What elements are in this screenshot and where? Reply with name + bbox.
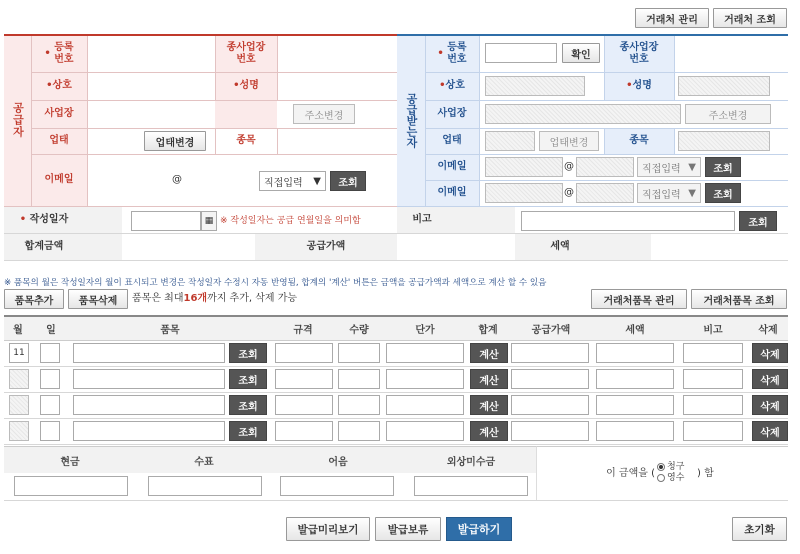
item-spec-input[interactable] (275, 369, 333, 389)
receiver-email2-domain-value: 직접입력 (642, 189, 681, 201)
col-item: 품목 (160, 325, 180, 336)
supplier-email-domain-value: 직접입력 (264, 177, 303, 189)
receiver-email1-domain-value: 직접입력 (642, 163, 681, 175)
item-qty-input[interactable] (338, 369, 380, 389)
item-day-input[interactable] (40, 421, 60, 441)
item-name-input[interactable] (73, 369, 225, 389)
supplier-address-change-button[interactable]: 주소변경 (293, 104, 355, 124)
receiver-biz-type-change-button[interactable]: 업태변경 (539, 131, 599, 151)
col-spec: 규격 (293, 325, 313, 336)
issue-preview-button[interactable]: 발급미리보기 (286, 517, 370, 541)
item-delete-button[interactable]: 삭제 (752, 343, 788, 363)
payment-check-input[interactable] (148, 476, 262, 496)
item-tax-input[interactable] (596, 421, 674, 441)
col-day: 일 (46, 325, 56, 336)
radio-checked-icon (657, 463, 665, 471)
receiver-email1-label: 이메일 (437, 161, 467, 172)
items-notice: ※ 품목의 월은 작성일자의 월이 표시되고 변경은 작성일자 수정시 자동 반영됨, 합계의 '계산' 버튼은 금액을 공급가액과 세액으로 계산 할 수 있음 (4, 278, 547, 288)
receiver-email1-at: @ (564, 161, 574, 172)
item-spec-input[interactable] (275, 343, 333, 363)
chevron-down-icon: ▼ (688, 187, 696, 199)
receiver-confirm-button[interactable]: 확인 (562, 43, 600, 63)
item-month-input[interactable]: 11 (9, 343, 29, 363)
partner-item-search-button[interactable]: 거래처품목 조회 (691, 289, 787, 309)
radio-unchecked-icon (657, 474, 665, 482)
supplier-address-label: 사업장 (44, 108, 74, 119)
item-search-button[interactable]: 조회 (229, 421, 267, 441)
item-unit-price-input[interactable] (386, 343, 464, 363)
issue-button[interactable]: 발급하기 (446, 517, 512, 541)
receiver-email1-id-input[interactable] (485, 157, 563, 177)
item-supply-input[interactable] (511, 395, 589, 415)
col-sum: 합계 (478, 325, 498, 336)
items-limit-text: 품목은 최대 16개 까지 추가, 삭제 가능 (132, 293, 298, 304)
receiver-name-label: • 성명 (604, 72, 674, 100)
amount-type-radio-group (657, 462, 684, 484)
claim-radio[interactable]: 청구 (657, 462, 684, 473)
date-input[interactable] (131, 211, 201, 231)
col-memo: 비고 (703, 325, 723, 336)
item-unit-price-input[interactable] (386, 395, 464, 415)
item-tax-input[interactable] (596, 343, 674, 363)
receiver-address-change-button[interactable]: 주소변경 (685, 104, 771, 124)
receiver-email2-domain-input[interactable] (576, 183, 634, 203)
item-tax-input[interactable] (596, 369, 674, 389)
col-delete: 삭제 (758, 325, 778, 336)
partner-item-manage-button[interactable]: 거래처품목 관리 (591, 289, 687, 309)
payment-cash-input[interactable] (14, 476, 128, 496)
item-day-input[interactable] (40, 395, 60, 415)
payment-credit-label: 외상미수금 (446, 456, 496, 468)
item-tax-input[interactable] (596, 395, 674, 415)
calendar-icon[interactable]: ▦ (201, 211, 217, 231)
supplier-biz-item-label: 종목 (236, 135, 256, 146)
item-supply-input[interactable] (511, 369, 589, 389)
supplier-email-search-button[interactable]: 조회 (330, 171, 366, 191)
receiver-address-input[interactable] (485, 104, 681, 124)
payment-check-label: 수표 (194, 456, 214, 468)
item-memo-input[interactable] (683, 421, 743, 441)
receiver-biz-type-input[interactable] (485, 131, 535, 151)
supplier-reg-no-label: • 등록 번호 (31, 36, 87, 72)
amount-text-post: ) 함 (697, 468, 714, 479)
partner-manage-button[interactable]: 거래처 관리 (635, 8, 709, 28)
supply-amount-label: 공급가액 (306, 241, 346, 252)
receiver-email1-domain-select[interactable] (637, 157, 701, 177)
supplier-email-label: 이메일 (44, 174, 74, 185)
item-calc-button[interactable]: 계산 (470, 395, 508, 415)
item-month-input[interactable] (9, 369, 29, 389)
col-qty: 수량 (349, 325, 369, 336)
item-supply-input[interactable] (511, 421, 589, 441)
date-label: • 작성일자 (19, 214, 69, 225)
tax-amount-label: 세액 (550, 241, 570, 252)
item-supply-input[interactable] (511, 343, 589, 363)
delete-item-button[interactable]: 품목삭제 (68, 289, 128, 309)
item-spec-input[interactable] (275, 421, 333, 441)
supplier-biz-type-label: 업태 (49, 135, 69, 146)
receiver-reg-no-input[interactable] (485, 43, 557, 63)
receiver-biz-item-label: 종목 (629, 135, 649, 146)
receiver-email2-id-input[interactable] (485, 183, 563, 203)
col-unit-price: 단가 (415, 325, 435, 336)
receiver-reg-no-label: • 등록 번호 (425, 36, 479, 72)
supplier-email-at: @ (172, 174, 182, 185)
item-day-input[interactable] (40, 369, 60, 389)
receiver-company-input[interactable] (485, 76, 585, 96)
col-supply: 공급가액 (531, 325, 571, 336)
payment-cash-label: 현금 (60, 456, 80, 468)
item-delete-button[interactable]: 삭제 (752, 395, 788, 415)
partner-search-button[interactable]: 거래처 조회 (713, 8, 787, 28)
receiver-biz-item-input[interactable] (678, 131, 770, 151)
item-month-input[interactable] (9, 421, 29, 441)
payment-credit-input[interactable] (414, 476, 528, 496)
payment-note-input[interactable] (280, 476, 394, 496)
receiver-sub-biz-label: 종사업장 번호 (619, 42, 659, 65)
col-tax: 세액 (625, 325, 645, 336)
supplier-name-label: • 성명 (215, 72, 277, 100)
receiver-email2-search-button[interactable]: 조회 (705, 183, 741, 203)
supplier-sub-biz-label: 종사업장 번호 (226, 42, 266, 65)
item-qty-input[interactable] (338, 343, 380, 363)
total-amount-label: 합계금액 (24, 241, 64, 252)
item-day-input[interactable] (40, 343, 60, 363)
receiver-biz-type-label: 업태 (442, 135, 462, 146)
memo-search-button[interactable]: 조회 (739, 211, 777, 231)
item-name-input[interactable] (73, 421, 225, 441)
item-search-button[interactable]: 조회 (229, 369, 267, 389)
item-memo-input[interactable] (683, 395, 743, 415)
item-qty-input[interactable] (338, 395, 380, 415)
item-spec-input[interactable] (275, 395, 333, 415)
item-qty-input[interactable] (338, 421, 380, 441)
receiver-email1-domain-input[interactable] (576, 157, 634, 177)
supplier-email-domain-select[interactable] (259, 171, 326, 191)
date-note: ※ 작성일자는 공급 연월일을 의미함 (220, 216, 361, 226)
item-memo-input[interactable] (683, 369, 743, 389)
supplier-title: 공급자 (11, 102, 25, 138)
item-name-input[interactable] (73, 395, 225, 415)
col-month: 월 (13, 325, 23, 336)
receiver-address-label: 사업장 (437, 108, 467, 119)
item-unit-price-input[interactable] (386, 421, 464, 441)
item-search-button[interactable]: 조회 (229, 395, 267, 415)
receiver-email1-search-button[interactable]: 조회 (705, 157, 741, 177)
receipt-radio[interactable]: 영수 (657, 473, 684, 484)
receiver-email2-at: @ (564, 187, 574, 198)
item-search-button[interactable]: 조회 (229, 343, 267, 363)
chevron-down-icon: ▼ (313, 175, 321, 187)
receiver-email2-domain-select[interactable] (637, 183, 701, 203)
item-calc-button[interactable]: 계산 (470, 421, 508, 441)
supplier-biz-type-change-button[interactable]: 업태변경 (144, 131, 206, 151)
supplier-company-label: • 상호 (31, 72, 87, 100)
amount-text-pre: 이 금액을 ( (606, 468, 655, 479)
receiver-email2-label: 이메일 (437, 187, 467, 198)
receiver-company-label: • 상호 (425, 72, 479, 100)
item-name-input[interactable] (73, 343, 225, 363)
memo-label: 비고 (412, 214, 432, 225)
item-unit-price-input[interactable] (386, 369, 464, 389)
item-memo-input[interactable] (683, 343, 743, 363)
item-delete-button[interactable]: 삭제 (752, 369, 788, 389)
reset-button[interactable]: 초기화 (732, 517, 787, 541)
receiver-title: 공급받는자 (405, 92, 418, 148)
memo-input[interactable] (521, 211, 735, 231)
chevron-down-icon: ▼ (688, 161, 696, 173)
item-calc-button[interactable]: 계산 (470, 343, 508, 363)
issue-hold-button[interactable]: 발급보류 (375, 517, 441, 541)
item-month-input[interactable] (9, 395, 29, 415)
add-item-button[interactable]: 품목추가 (4, 289, 64, 309)
item-calc-button[interactable]: 계산 (470, 369, 508, 389)
payment-note-label: 어음 (328, 456, 348, 468)
item-delete-button[interactable]: 삭제 (752, 421, 788, 441)
receiver-name-input[interactable] (678, 76, 770, 96)
